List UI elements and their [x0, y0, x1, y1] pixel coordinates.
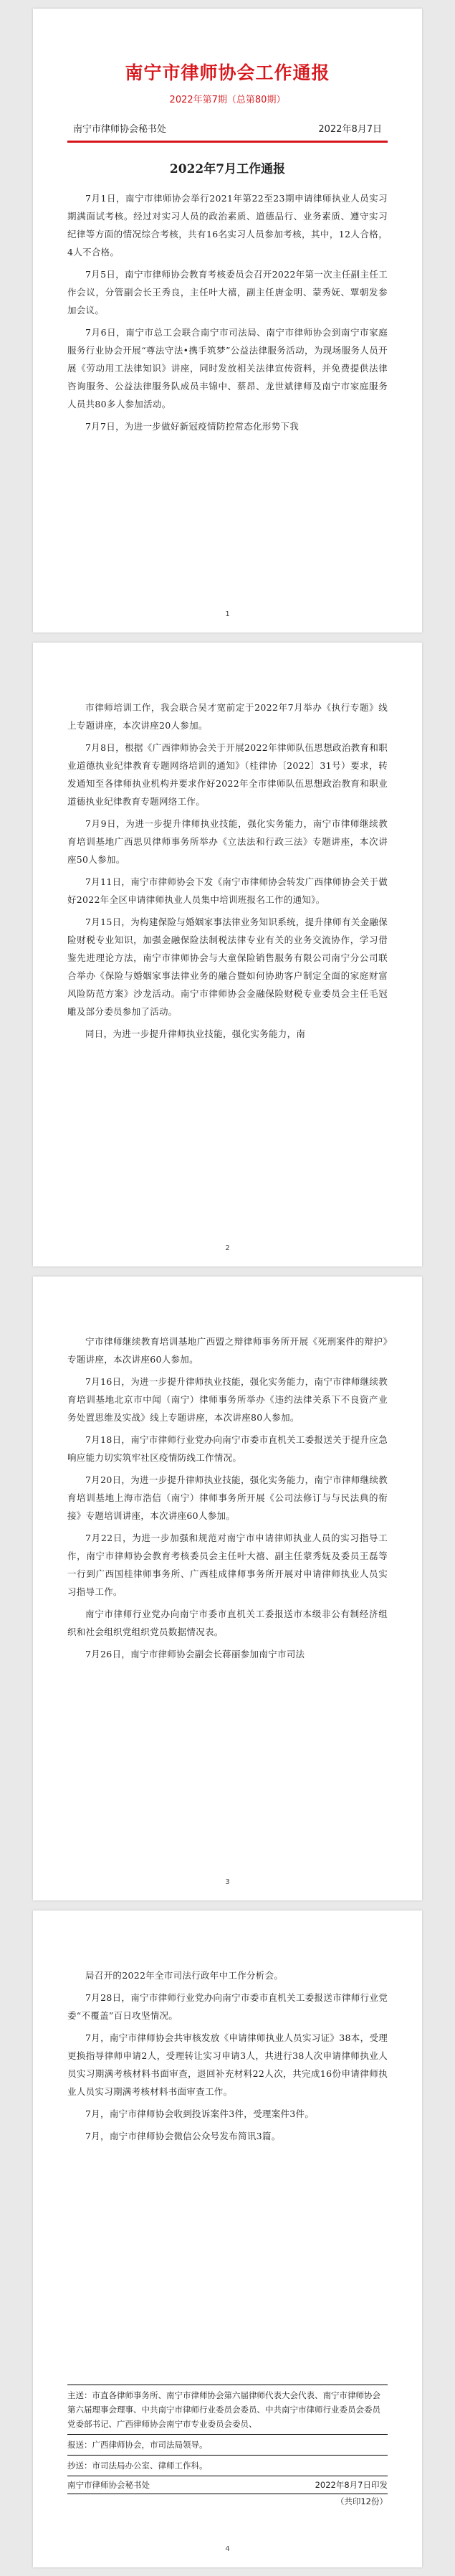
- paragraph: 7月28日，南宁市律师行业党办向南宁市委市直机关工委报送市律师行业党委“不覆盖”百日攻坚情况。: [67, 1992, 388, 2021]
- paragraph: 7月5日，南宁市律师协会教育考核委员会召开2022年第一次主任副主任工作会议，分管副会长王秀良，主任叶大禧，副主任唐金明、蒙秀妩、覃朝发参加会议。: [67, 269, 388, 316]
- page-number: 4: [225, 2545, 230, 2553]
- paragraph: 7月8日，根据《广西律师协会关于开展2022年律师队伍思想政治教育和职业道德执业纪律教育专题网络培训的通知》（桂律协〔2022〕31号）要求，转发通知至各律师执业机构并要求作好2022年全市律师队伍思想政治教育和职业道德执业纪律教育专题网络工作。: [67, 742, 388, 807]
- paragraph: 7月16日，为进一步提升律师执业技能，强化实务能力，南宁市律师继续教育培训基地北京市中闻（南宁）律师事务所举办《违约法律关系下不良资产业务处置思维及实战》线上专题讲座，本次讲座80人参加。: [67, 1376, 388, 1423]
- header-meta: [67, 121, 388, 135]
- distribution-main: 主送：市直各律师事务所、南宁市律师协会第六届律师代表大会代表、南宁市律师协会第六届理事会理事、中共南宁市律师行业委员会委员、中共南宁市律师行业委员会委员党委部书记、广西律师协会南宁市专业委员会委员、: [67, 2390, 380, 2429]
- paragraph: 南宁市律师行业党办向南宁市委市直机关工委报送市本级非公有制经济组织和社会组织党组织党员数据情况表。: [67, 1609, 388, 1637]
- paragraph: 7月，南宁市律师协会共审核发放《申请律师执业人员实习证》38本，受理更换指导律师申请2人，受理转让实习申请3人，共进行38人次申请律师执业人员实习期满考核材料书面审查，退回补充材料22人次，共完成16份申请律师执业人员实习期满考核材料书面审查工作。: [67, 2032, 388, 2097]
- paragraph: 7月9日，为进一步提升律师执业技能，强化实务能力，南宁市律师继续教育培训基地广西思贝律师事务所举办《立法法和行政三法》专题讲座，本次讲座50人参加。: [67, 818, 388, 865]
- issue-number: 2022年第7期（总第80期）: [169, 95, 286, 105]
- paragraph: 7月26日，南宁市律师协会副会长蒋丽参加南宁市司法: [85, 1649, 305, 1659]
- print-date: 2022年8月7日印发: [315, 2480, 388, 2490]
- paragraph: 7月7日，为进一步做好新冠疫情防控常态化形势下我: [85, 421, 300, 432]
- paragraph: 7月1日，南宁市律师协会举行2021年第22至23期申请律师执业人员实习期满面试考核。经过对实习人员的政治素质、道德品行、业务素质、遵守实习纪律等方面的情况综合考核，共有16名实习人员参加考核，其中，12人合格，4人不合格。: [67, 193, 388, 257]
- distribution-cc: 抄送：市司法局办公室、律师工作科。: [67, 2461, 208, 2471]
- document-header: [67, 59, 388, 105]
- document-title: 2022年7月工作通报: [169, 162, 286, 176]
- paragraph: 7月20日，为进一步提升律师执业技能，强化实务能力，南宁市律师继续教育培训基地上海市浩信（南宁）律师事务所开展《公司法修订与与民法典的衔接》专题培训讲座，本次讲座60人参加。: [67, 1474, 388, 1521]
- page-2: [33, 643, 422, 1266]
- paragraph: 7月18日，南宁市律师行业党办向南宁市委市直机关工委报送关于提升应急响应能力切实筑牢社区疫情防线工作情况。: [67, 1434, 388, 1463]
- page-3: [33, 1277, 422, 1900]
- distribution-report: 报送：广西律师协会，市司法局领导。: [67, 2440, 208, 2450]
- paragraph: 7月15日，为构建保险与婚姻家事法律业务知识系统，提升律师有关金融保险财税专业知识，加强金融保险法制税法律专业有关的业务交流协作，学习借鉴先进理论方法，南宁市律师协会与大童保险销售服务有限公司南宁分公司联合举办《保险与婚姻家事法律业务的融合暨如何协助客户制定全面的家庭财富风险防范方案》沙龙活动。南宁市律师协会金融保险财税专业委员会主任毛冠雕及部分委员参加了活动。: [67, 917, 388, 1017]
- page-number: 2: [225, 1244, 230, 1252]
- paragraph: 7月6日，南宁市总工会联合南宁市司法局、南宁市律师协会到南宁市家庭服务行业协会开展“尊法守法•携手筑梦”公益法律服务活动，为现场服务人员开展《劳动用工法律知识》讲座，同时发放相关法律宣传资料，并免费提供法律咨询服务、公益法律服务队成员丰锦中、蔡昂、龙世斌律师及南宁市家庭服务人员共80多人参加活动。: [67, 327, 388, 409]
- page-1: [33, 9, 422, 633]
- page-number: 1: [225, 610, 230, 618]
- page-4: [33, 1910, 422, 2567]
- issuer-row: [67, 2476, 388, 2494]
- issuer: 南宁市律师协会秘书处: [67, 2480, 150, 2490]
- print-count: （共印12份）: [335, 2496, 388, 2506]
- publish-date: 2022年8月7日: [318, 124, 382, 135]
- paragraph: 局召开的2022年全市司法行政年中工作分析会。: [85, 1970, 284, 1981]
- paragraph: 市律师培训工作，我会联合吴才宽前定于2022年7月举办《执行专题》线上专题讲座，本次讲座20人参加。: [67, 702, 388, 731]
- red-divider: [67, 141, 388, 143]
- publisher: 南宁市律师协会秘书处: [73, 124, 167, 135]
- paragraph: 7月11日，南宁市律师协会下发《南宁市律师协会转发广西律师协会关于做好2022年全区申请律师执业人员集中培训班报名工作的通知》。: [67, 876, 388, 905]
- page-number: 3: [225, 1878, 230, 1886]
- distribution-footer: [67, 2385, 388, 2509]
- bulletin-title: 南宁市律师协会工作通报: [125, 62, 330, 83]
- paragraph: 7月，南宁市律师协会微信公众号发布简讯3篇。: [85, 2131, 281, 2141]
- paragraph: 同日，为进一步提升律师执业技能，强化实务能力，南: [85, 1028, 306, 1039]
- paragraph: 7月，南宁市律师协会收到投诉案件3件，受理案件3件。: [85, 2108, 315, 2119]
- paragraph: 宁市律师继续教育培训基地广西盟之辩律师事务所开展《死刑案件的辩护》专题讲座，本次讲座60人参加。: [67, 1336, 388, 1365]
- paragraph: 7月22日，为进一步加强和规范对南宁市申请律师执业人员的实习指导工作，南宁市律师协会教育考核委员会主任叶大禧、副主任蒙秀妩及委员王磊等一行到广西国桂律师事务所、广西桂成律师事务所开展对申请律师执业人员实习指导工作。: [67, 1533, 388, 1597]
